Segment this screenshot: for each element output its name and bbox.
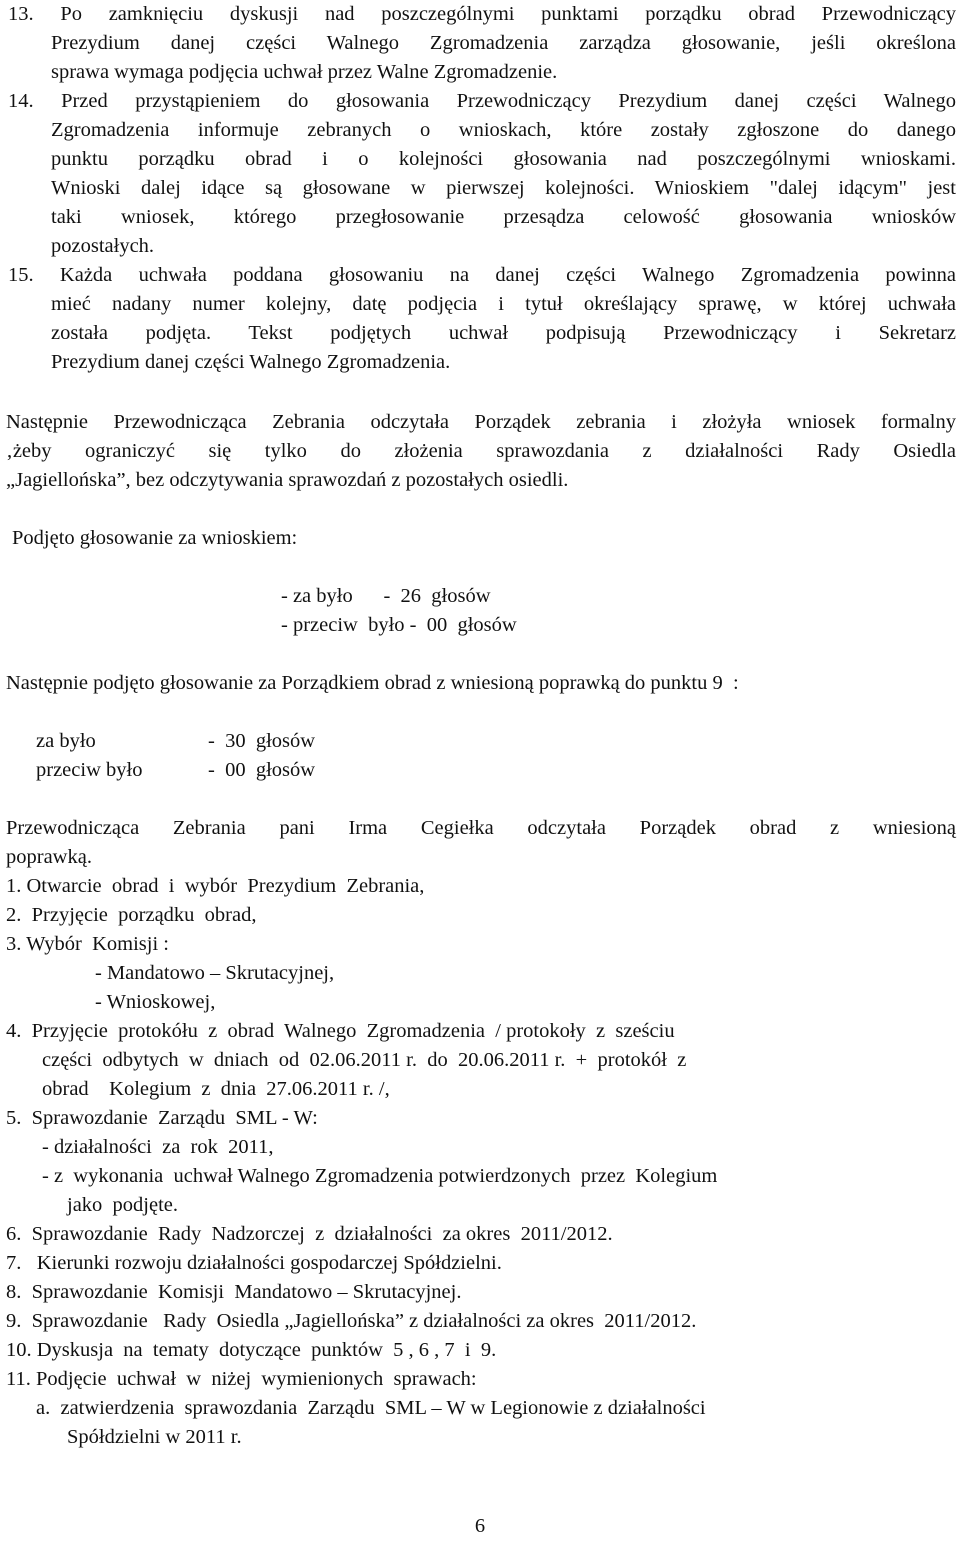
agenda-item-9: 9. Sprawozdanie Rady Osiedla „Jagiellońska” z działalności za okres 2011/2012.: [6, 1310, 697, 1332]
item-15-line-3: została podjęta. Tekst podjętych uchwał podpisują Przewodniczący i Sekretarz: [51, 322, 956, 344]
agenda-item-4-line-2: części odbytych w dniach od 02.06.2011 r. do 20.06.2011 r. + protokół z: [42, 1049, 687, 1071]
agenda-item-2: 2. Przyjęcie porządku obrad,: [6, 904, 257, 926]
item-15-line-2: mieć nadany numer kolejny, datę podjęcia i tytuł określający sprawę, w której uchwała: [51, 293, 956, 315]
motion-line-3: „Jagiellońska”, bez odczytywania sprawozdań z pozostałych osiedli.: [6, 469, 569, 491]
agenda-item-3-sub-b: - Wnioskowej,: [95, 991, 216, 1013]
item-13-line-1: 13. Po zamknięciu dyskusji nad poszczególnymi punktami porządku obrad Przewodniczący: [8, 3, 956, 25]
vote-2-against-label: przeciw było: [36, 759, 143, 781]
agenda-item-3: 3. Wybór Komisji :: [6, 933, 169, 955]
vote-1-for: - za było - 26 głosów: [281, 585, 491, 607]
item-13-line-3: sprawa wymaga podjęcia uchwał przez Walne Zgromadzenie.: [51, 61, 558, 83]
item-15-line-1: 15. Każda uchwała poddana głosowaniu na danej części Walnego Zgromadzenia powinna: [8, 264, 956, 286]
agenda-item-3-sub-a: - Mandatowo – Skrutacyjnej,: [95, 962, 335, 984]
item-14-line-1: 14. Przed przystąpieniem do głosowania Przewodniczący Prezydium danej części Walnego: [8, 90, 956, 112]
vote-2-intro: Następnie podjęto głosowanie za Porządkiem obrad z wniesioną poprawką do punktu 9 :: [6, 672, 739, 694]
vote-2-for-value: - 30 głosów: [208, 730, 316, 752]
agenda-item-4-line-1: 4. Przyjęcie protokółu z obrad Walnego Zgromadzenia / protokoły z sześciu: [6, 1020, 675, 1042]
agenda-item-5-sub-a: - działalności za rok 2011,: [42, 1136, 274, 1158]
agenda-item-5-sub-b-line-1: - z wykonania uchwał Walnego Zgromadzenia potwierdzonych przez Kolegium: [42, 1165, 718, 1187]
agenda-item-8: 8. Sprawozdanie Komisji Mandatowo – Skrutacyjnej.: [6, 1281, 462, 1303]
agenda-item-11-sub-a-line-1: a. zatwierdzenia sprawozdania Zarządu SML – W w Legionowie z działalności: [36, 1397, 706, 1419]
item-13-line-2: Prezydium danej części Walnego Zgromadzenia zarządza głosowanie, jeśli określona: [51, 32, 956, 54]
agenda-item-11: 11. Podjęcie uchwał w niżej wymienionych sprawach:: [6, 1368, 477, 1390]
agenda-item-10: 10. Dyskusja na tematy dotyczące punktów 5 , 6 , 7 i 9.: [6, 1339, 497, 1361]
agenda-intro-line-1: Przewodnicząca Zebrania pani Irma Cegiełka odczytała Porządek obrad z wniesioną: [6, 817, 956, 839]
vote-1-intro: Podjęto głosowanie za wnioskiem:: [12, 527, 298, 549]
motion-line-2: ‚żeby ograniczyć się tylko do złożenia sprawozdania z działalności Rady Osiedla: [6, 440, 956, 462]
vote-2-against-value: - 00 głosów: [208, 759, 316, 781]
page-number: 6: [474, 1515, 486, 1537]
vote-2-for-label: za było: [36, 730, 96, 752]
item-14-line-5: taki wniosek, którego przegłosowanie przesądza celowość głosowania wniosków: [51, 206, 956, 228]
agenda-item-5-sub-b-line-2: jako podjęte.: [67, 1194, 179, 1216]
item-14-line-6: pozostałych.: [51, 235, 155, 257]
item-15-line-4: Prezydium danej części Walnego Zgromadzenia.: [51, 351, 451, 373]
agenda-item-11-sub-a-line-2: Spółdzielni w 2011 r.: [67, 1426, 242, 1448]
motion-line-1: Następnie Przewodnicząca Zebrania odczytała Porządek zebrania i złożyła wniosek formalny: [6, 411, 956, 433]
agenda-item-6: 6. Sprawozdanie Rady Nadzorczej z działalności za okres 2011/2012.: [6, 1223, 613, 1245]
agenda-item-4-line-3: obrad Kolegium z dnia 27.06.2011 r. /,: [42, 1078, 390, 1100]
agenda-item-5: 5. Sprawozdanie Zarządu SML - W:: [6, 1107, 318, 1129]
agenda-item-7: 7. Kierunki rozwoju działalności gospodarczej Spółdzielni.: [6, 1252, 502, 1274]
vote-1-against: - przeciw było - 00 głosów: [281, 614, 517, 636]
agenda-item-1: 1. Otwarcie obrad i wybór Prezydium Zebrania,: [6, 875, 425, 897]
item-14-line-4: Wnioski dalej idące są głosowane w pierwszej kolejności. Wnioskiem "dalej idącym" jest: [51, 177, 956, 199]
agenda-intro-line-2: poprawką.: [6, 846, 92, 868]
item-14-line-2: Zgromadzenia informuje zebranych o wnioskach, które zostały zgłoszone do danego: [51, 119, 956, 141]
item-14-line-3: punktu porządku obrad i o kolejności głosowania nad poszczególnymi wnioskami.: [51, 148, 956, 170]
